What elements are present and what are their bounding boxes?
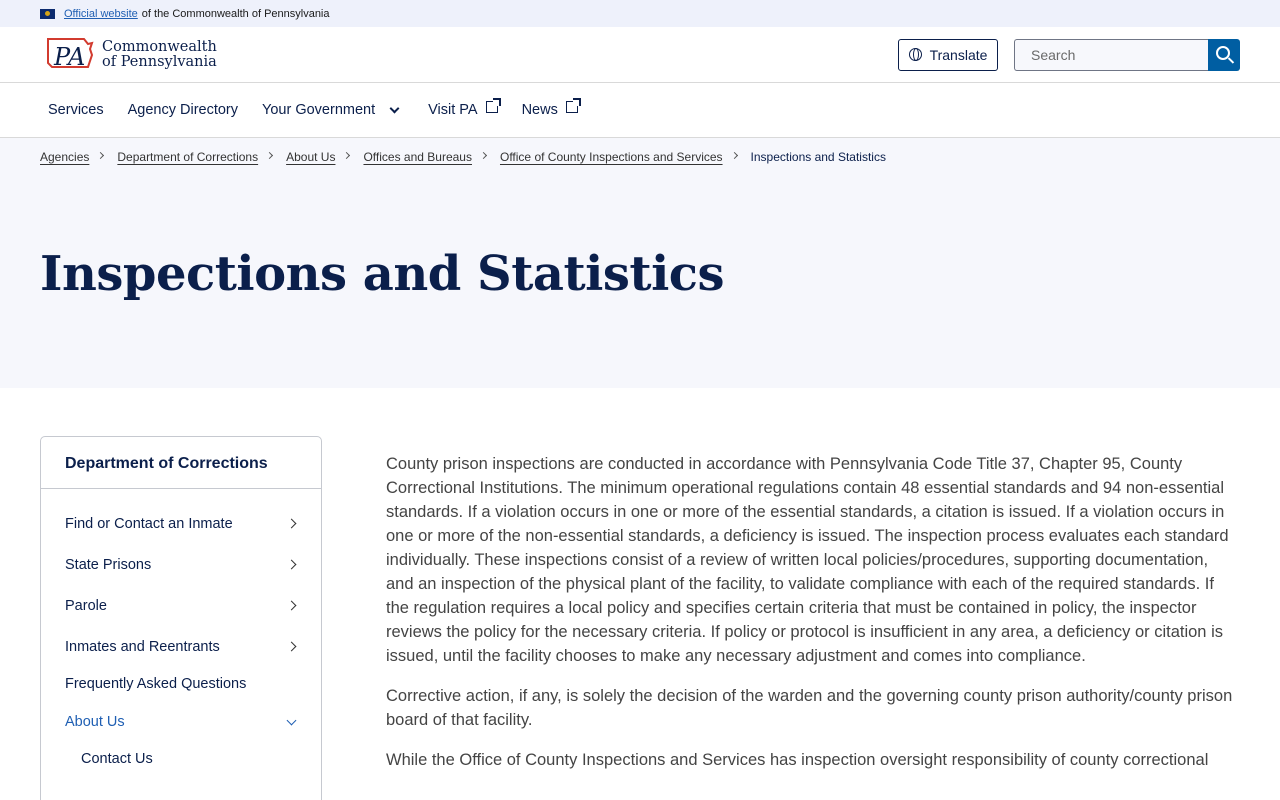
chevron-right-icon — [287, 519, 297, 529]
side-item-contact-us[interactable]: Contact Us — [81, 751, 153, 767]
chevron-down-icon — [287, 715, 297, 725]
breadcrumb-department-of-corrections[interactable]: Department of Corrections — [117, 150, 259, 164]
pa-flag-icon — [40, 9, 55, 19]
external-link-icon — [486, 101, 498, 113]
side-item-about-us[interactable]: About Us — [41, 701, 321, 743]
breadcrumb-office-of-county-inspections[interactable]: Office of County Inspections and Services — [499, 150, 723, 164]
external-link-icon — [566, 101, 578, 113]
logo-line2: of Pennsylvania — [102, 53, 217, 70]
globe-icon — [909, 48, 922, 61]
search-input[interactable] — [1014, 39, 1208, 71]
chevron-right-icon — [287, 560, 297, 570]
side-item-parole[interactable]: Parole — [41, 585, 321, 626]
logo-line1: Commonwealth — [102, 38, 217, 55]
breadcrumb — [40, 150, 1240, 164]
nav-agency-directory[interactable]: Agency Directory — [127, 102, 239, 118]
search-icon — [1216, 46, 1230, 60]
page-hero — [0, 138, 1280, 388]
breadcrumb-current: Inspections and Statistics — [750, 150, 886, 164]
logo[interactable] — [44, 35, 217, 75]
side-item-faq[interactable]: Frequently Asked Questions — [65, 676, 247, 692]
breadcrumb-about-us[interactable]: About Us — [286, 150, 336, 164]
translate-button[interactable] — [898, 39, 998, 71]
chevron-right-icon — [343, 151, 350, 158]
main-nav — [0, 83, 1280, 138]
chevron-right-icon — [731, 151, 738, 158]
official-text: of the Commonwealth of Pennsylvania — [141, 7, 330, 20]
breadcrumb-offices-and-bureaus[interactable]: Offices and Bureaus — [363, 150, 472, 164]
side-nav-heading[interactable]: Department of Corrections — [41, 437, 321, 489]
breadcrumb-agencies[interactable]: Agencies — [40, 150, 90, 164]
side-item-state-prisons[interactable]: State Prisons — [41, 544, 321, 585]
article-paragraph: Corrective action, if any, is solely the decision of the warden and the governing county prison authority/county prison board of that facility. — [386, 687, 1233, 729]
side-item-inmates-reentrants[interactable]: Inmates and Reentrants — [41, 626, 321, 667]
svg-text:PA: PA — [54, 42, 86, 71]
main-content — [0, 388, 1280, 800]
nav-your-government[interactable]: Your Government — [262, 102, 398, 118]
nav-news[interactable]: News — [522, 102, 578, 118]
chevron-down-icon — [390, 103, 400, 113]
side-item-find-inmate[interactable]: Find or Contact an Inmate — [41, 503, 321, 544]
official-website-link[interactable]: Official website — [64, 7, 138, 20]
chevron-right-icon — [97, 151, 104, 158]
chevron-right-icon — [480, 151, 487, 158]
side-nav — [40, 436, 322, 800]
search-button[interactable] — [1208, 39, 1240, 71]
article-body — [386, 436, 1240, 800]
site-header — [0, 27, 1280, 83]
nav-visit-pa[interactable]: Visit PA — [428, 102, 497, 118]
pa-keystone-logo-icon — [44, 35, 96, 75]
official-banner — [0, 0, 1280, 27]
article-paragraph: County prison inspections are conducted in accordance with Pennsylvania Code Title 37, Chapter 95, County Correctional Institutions. The minimum operational regulations contain 48 essential standards and 94 non-essential standards. If a violation occurs in one or more of the essential standards, a citation is issued. If a violation occurs in one or more of the non-essential standards, a deficiency is issued. The inspection process evaluates each standard individually. These inspections consist of a review of written local policies/procedures, supporting documentation, and an inspection of the physical plant of the facility, to validate compliance with each of the required standards. If the regulation requires a local policy and specifies certain criteria that must be contained in policy, the inspector reviews the policy for the necessary criteria. If policy or protocol is insufficient in any area, a deficiency or citation is issued, until the facility chooses to make any necessary adjustment and comes into compliance. — [386, 455, 1229, 665]
chevron-right-icon — [287, 642, 297, 652]
chevron-right-icon — [287, 601, 297, 611]
translate-label: Translate — [929, 46, 988, 63]
chevron-right-icon — [266, 151, 273, 158]
article-paragraph: While the Office of County Inspections and Services has inspection oversight responsibility of county correctional — [386, 751, 1209, 769]
page-title: Inspections and Statistics — [40, 246, 725, 302]
nav-services[interactable]: Services — [48, 102, 104, 118]
